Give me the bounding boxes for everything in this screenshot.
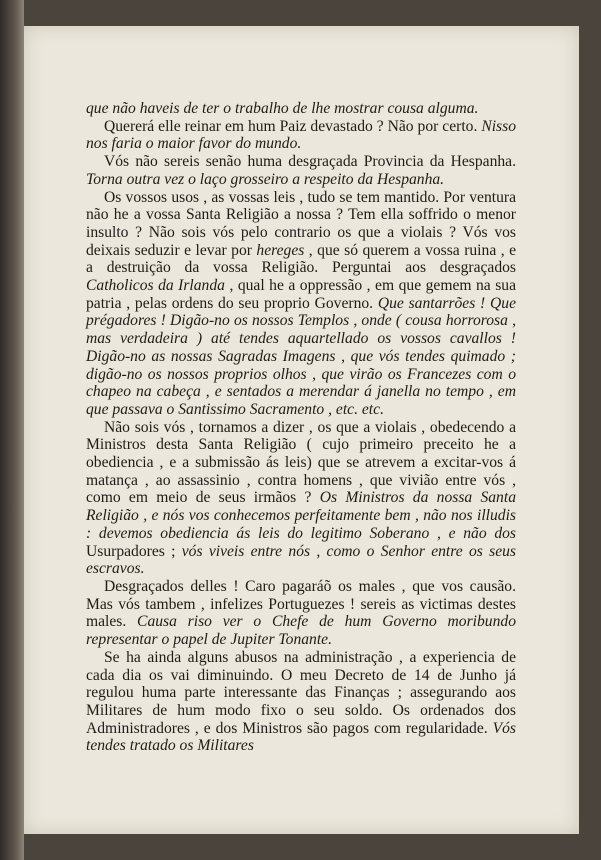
- italic-text: Catholicos da Irlanda: [86, 277, 225, 295]
- body-text: , qual he a oppressão , em que gemem na sua patria , pelas ordens do seu proprio Governo.: [86, 277, 517, 312]
- body-text: Não sois vós , tornamos a dizer , os que a violais , obedecendo a Ministros desta Santa Religião ( cujo primeiro preceito he a obediencia , e a submissão ás leis) que se atrevem a excitar-vos á matança , ao assassinio , contra homens , que vivião entre vós , como em meio de seus irmãos ?: [86, 418, 516, 507]
- italic-text: Os Ministros da nossa Santa Religião , e nós vos conhecemos perfeitamente bem , não nos illudis : devemos obediencia ás leis do legitimo Soberano , e não dos: [86, 489, 516, 542]
- italic-text: Que santarrões ! Que prégadores ! Digão-no os nossos Templos , onde ( cousa horrorosa , mas verdadeira ) até tendes aquartellado os vossos cavallos ! Digão-no as nossas Sagradas Imagens , que vós tendes quimado ; digão-no os nossos proprios olhos , que virão os Francezes com o chapeo na cabeça , e sentados a merendar á janella no tempo , em que passava o Santissimo Sacramento , etc. etc.: [86, 294, 516, 418]
- italic-text: Causa riso ver o Chefe de hum Governo moribundo representar o papel de Jupiter Tonante.: [86, 613, 516, 649]
- body-text: , que só querem a vossa ruina , e a destruição da vossa Religião. Perguntai aos desgraçados: [86, 241, 516, 277]
- italic-text: vós viveis entre nós , como o Senhor entre os seus escravos.: [86, 542, 516, 578]
- paragraph: [86, 100, 516, 118]
- paragraph: [86, 419, 516, 578]
- italic-text: Torna outra vez o laço grosseiro a respeito da Hespanha.: [86, 170, 445, 188]
- italic-text: que não haveis de ter o trabalho de lhe mostrar cousa alguma.: [86, 100, 479, 117]
- binding-edge: [0, 0, 24, 860]
- page-text: [86, 100, 516, 755]
- paragraph: [86, 118, 516, 153]
- italic-text: hereges: [256, 241, 305, 259]
- body-text: Desgraçados delles ! Caro pagaráõ os males , que vos causão. Mas vós tambem , infelizes Portuguezes ! sereis as victimas destes males.: [86, 577, 516, 631]
- body-text: Os vossos usos , as vossas leis , tudo se tem mantido. Por ventura não he a vossa Santa Religião a nossa ? Tem ella soffrido o menor insulto ? Não sois vós pelo contrario os que a violais ? Vós vos deixais seduzir e levar por: [86, 188, 516, 259]
- paragraph: [86, 189, 516, 419]
- body-text: Se ha ainda alguns abusos na administração , a experiencia de cada dia os vai diminuindo. O meu Decreto de 14 de Junho já regulou huma parte interessante das Finanças ; assegurando aos Militares de hum modo fixo o seu soldo. Os ordenados dos Administradores , e dos Ministros são pagos com regularidade.: [86, 648, 516, 737]
- italic-text: Nisso nos faria o maior favor do mundo.: [86, 117, 516, 153]
- paragraph: [86, 153, 516, 188]
- paragraph: [86, 649, 516, 755]
- italic-text: Vós tendes tratado os Militares: [86, 719, 516, 755]
- body-text: Usurpadores ;: [86, 542, 182, 560]
- body-text: Vós não sereis senão huma desgraçada Provincia da Hespanha.: [104, 153, 516, 171]
- paragraph: [86, 578, 516, 649]
- body-text: Quererá elle reinar em hum Paiz devastado ? Não por certo.: [104, 117, 482, 135]
